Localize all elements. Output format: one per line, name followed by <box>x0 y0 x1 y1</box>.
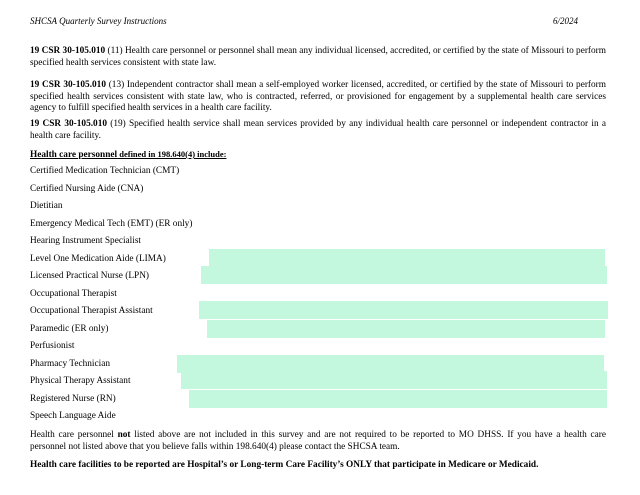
personnel-item: Emergency Medical Tech (EMT) (ER only) <box>30 219 193 229</box>
personnel-item: Pharmacy Technician <box>30 359 110 369</box>
highlight-field-lima[interactable] <box>209 249 605 267</box>
personnel-item: Hearing Instrument Specialist <box>30 236 142 246</box>
header-date: 6/2024 <box>552 16 578 26</box>
personnel-item: Level One Medication Aide (LIMA) <box>30 254 166 264</box>
personnel-item: Dietitian <box>30 201 63 211</box>
highlight-field-paramedic[interactable] <box>207 320 605 338</box>
facilities-note: Health care facilities to be reported are Hospital’s or Long-term Care Facility’s ONLY that participate in Medicare or Medicaid. <box>30 460 539 470</box>
page-header <box>30 16 578 26</box>
regulation-ref: 19 CSR 30-105.010 <box>30 46 106 56</box>
regulation-ref: 19 CSR 30-105.010 <box>30 119 107 129</box>
definition-text: (19) Specified health service shall mean services provided by any individual health care personnel or independent contractor in a health care facility. <box>30 119 606 141</box>
personnel-item: Occupational Therapist <box>30 289 117 299</box>
personnel-item: Speech Language Aide <box>30 411 116 421</box>
definition-text: (11) Health care personnel or personnel shall mean any individual licensed, accredited, or certified by the state of Missouri to perform specified health services consistent with state law. <box>30 46 606 68</box>
footer-paragraph: Health care personnel not listed above are not included in this survey and are not required to be reported to MO DHSS. If you have a health care personnel not listed above that you believe falls within 198.640(4) please contact the SHCSA team. <box>30 430 606 452</box>
definition-paragraph-11 <box>30 46 606 69</box>
personnel-item: Licensed Practical Nurse (LPN) <box>30 271 150 281</box>
definition-text: (13) Independent contractor shall mean a self-employed worker licensed, accredited, or certified by the state of Missouri to perform specified health services consistent with state law, who is contracted, referred, or provisioned for engagement by a supplemental health care services agency to fulfill specified health services in a health care facility. <box>30 80 606 113</box>
definition-paragraph-19 <box>30 119 606 142</box>
regulation-ref: 19 CSR 30-105.010 <box>30 80 106 90</box>
personnel-item: Registered Nurse (RN) <box>30 394 116 404</box>
highlight-field-rn[interactable] <box>189 390 607 408</box>
personnel-item: Perfusionist <box>30 341 75 351</box>
personnel-item: Physical Therapy Assistant <box>30 376 131 386</box>
header-title: SHCSA Quarterly Survey Instructions <box>30 16 167 26</box>
not-emphasis: not <box>117 430 131 440</box>
personnel-item: Certified Medication Technician (CMT) <box>30 166 180 176</box>
highlight-field-pta[interactable] <box>181 371 607 389</box>
personnel-item: Occupational Therapist Assistant <box>30 306 153 316</box>
personnel-item: Certified Nursing Aide (CNA) <box>30 184 144 194</box>
definition-paragraph-13 <box>30 80 606 115</box>
personnel-list-heading: Health care personnel defined in 198.640(4) include: <box>30 149 227 160</box>
highlight-field-lpn[interactable] <box>201 266 607 284</box>
personnel-item: Paramedic (ER only) <box>30 324 109 334</box>
highlight-field-ota[interactable] <box>199 301 608 319</box>
